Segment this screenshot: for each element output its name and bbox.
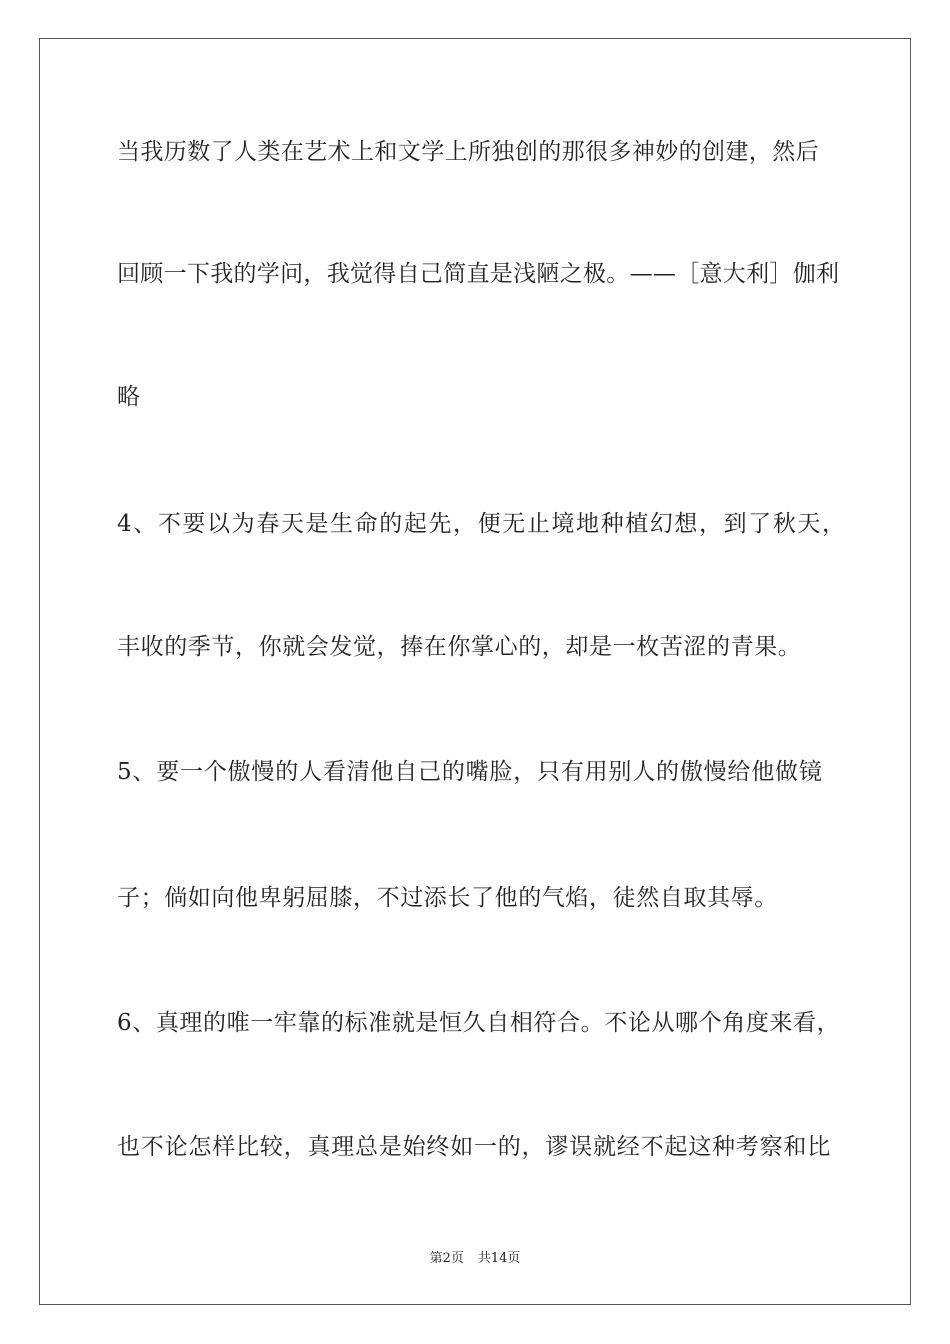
body-text-line: 6、真理的唯一牢靠的标准就是恒久自相符合。不论从哪个角度来看， [117,1010,841,1036]
body-text-line: 子；倘如向他卑躬屈膝，不过添长了他的气焰，徒然自取其辱。 [117,885,778,911]
body-text-line: 也不论怎样比较，真理总是始终如一的，谬误就经不起这种考察和比 [117,1134,831,1160]
page-number: 第2页 [429,1251,464,1266]
body-text-line: 5、要一个傲慢的人看清他自己的嘴脸，只有用别人的傲慢给他做镜 [117,759,823,785]
page-footer [0,1247,950,1266]
body-text-line: 略 [117,384,140,410]
body-text-line: 4、不要以为春天是生命的起先，便无止境地种植幻想，到了秋天， [117,511,847,537]
total-pages: 共14页 [477,1251,521,1266]
page-border [39,38,911,1305]
body-text-line: 丰收的季节，你就会发觉，捧在你掌心的，却是一枚苦涩的青果。 [117,634,802,660]
body-text-line: 当我历数了人类在艺术上和文学上所独创的那很多神妙的创建，然后 [117,139,819,165]
body-text-line: 回顾一下我的学问，我觉得自己简直是浅陋之极。——［意大利］伽利 [117,261,840,287]
